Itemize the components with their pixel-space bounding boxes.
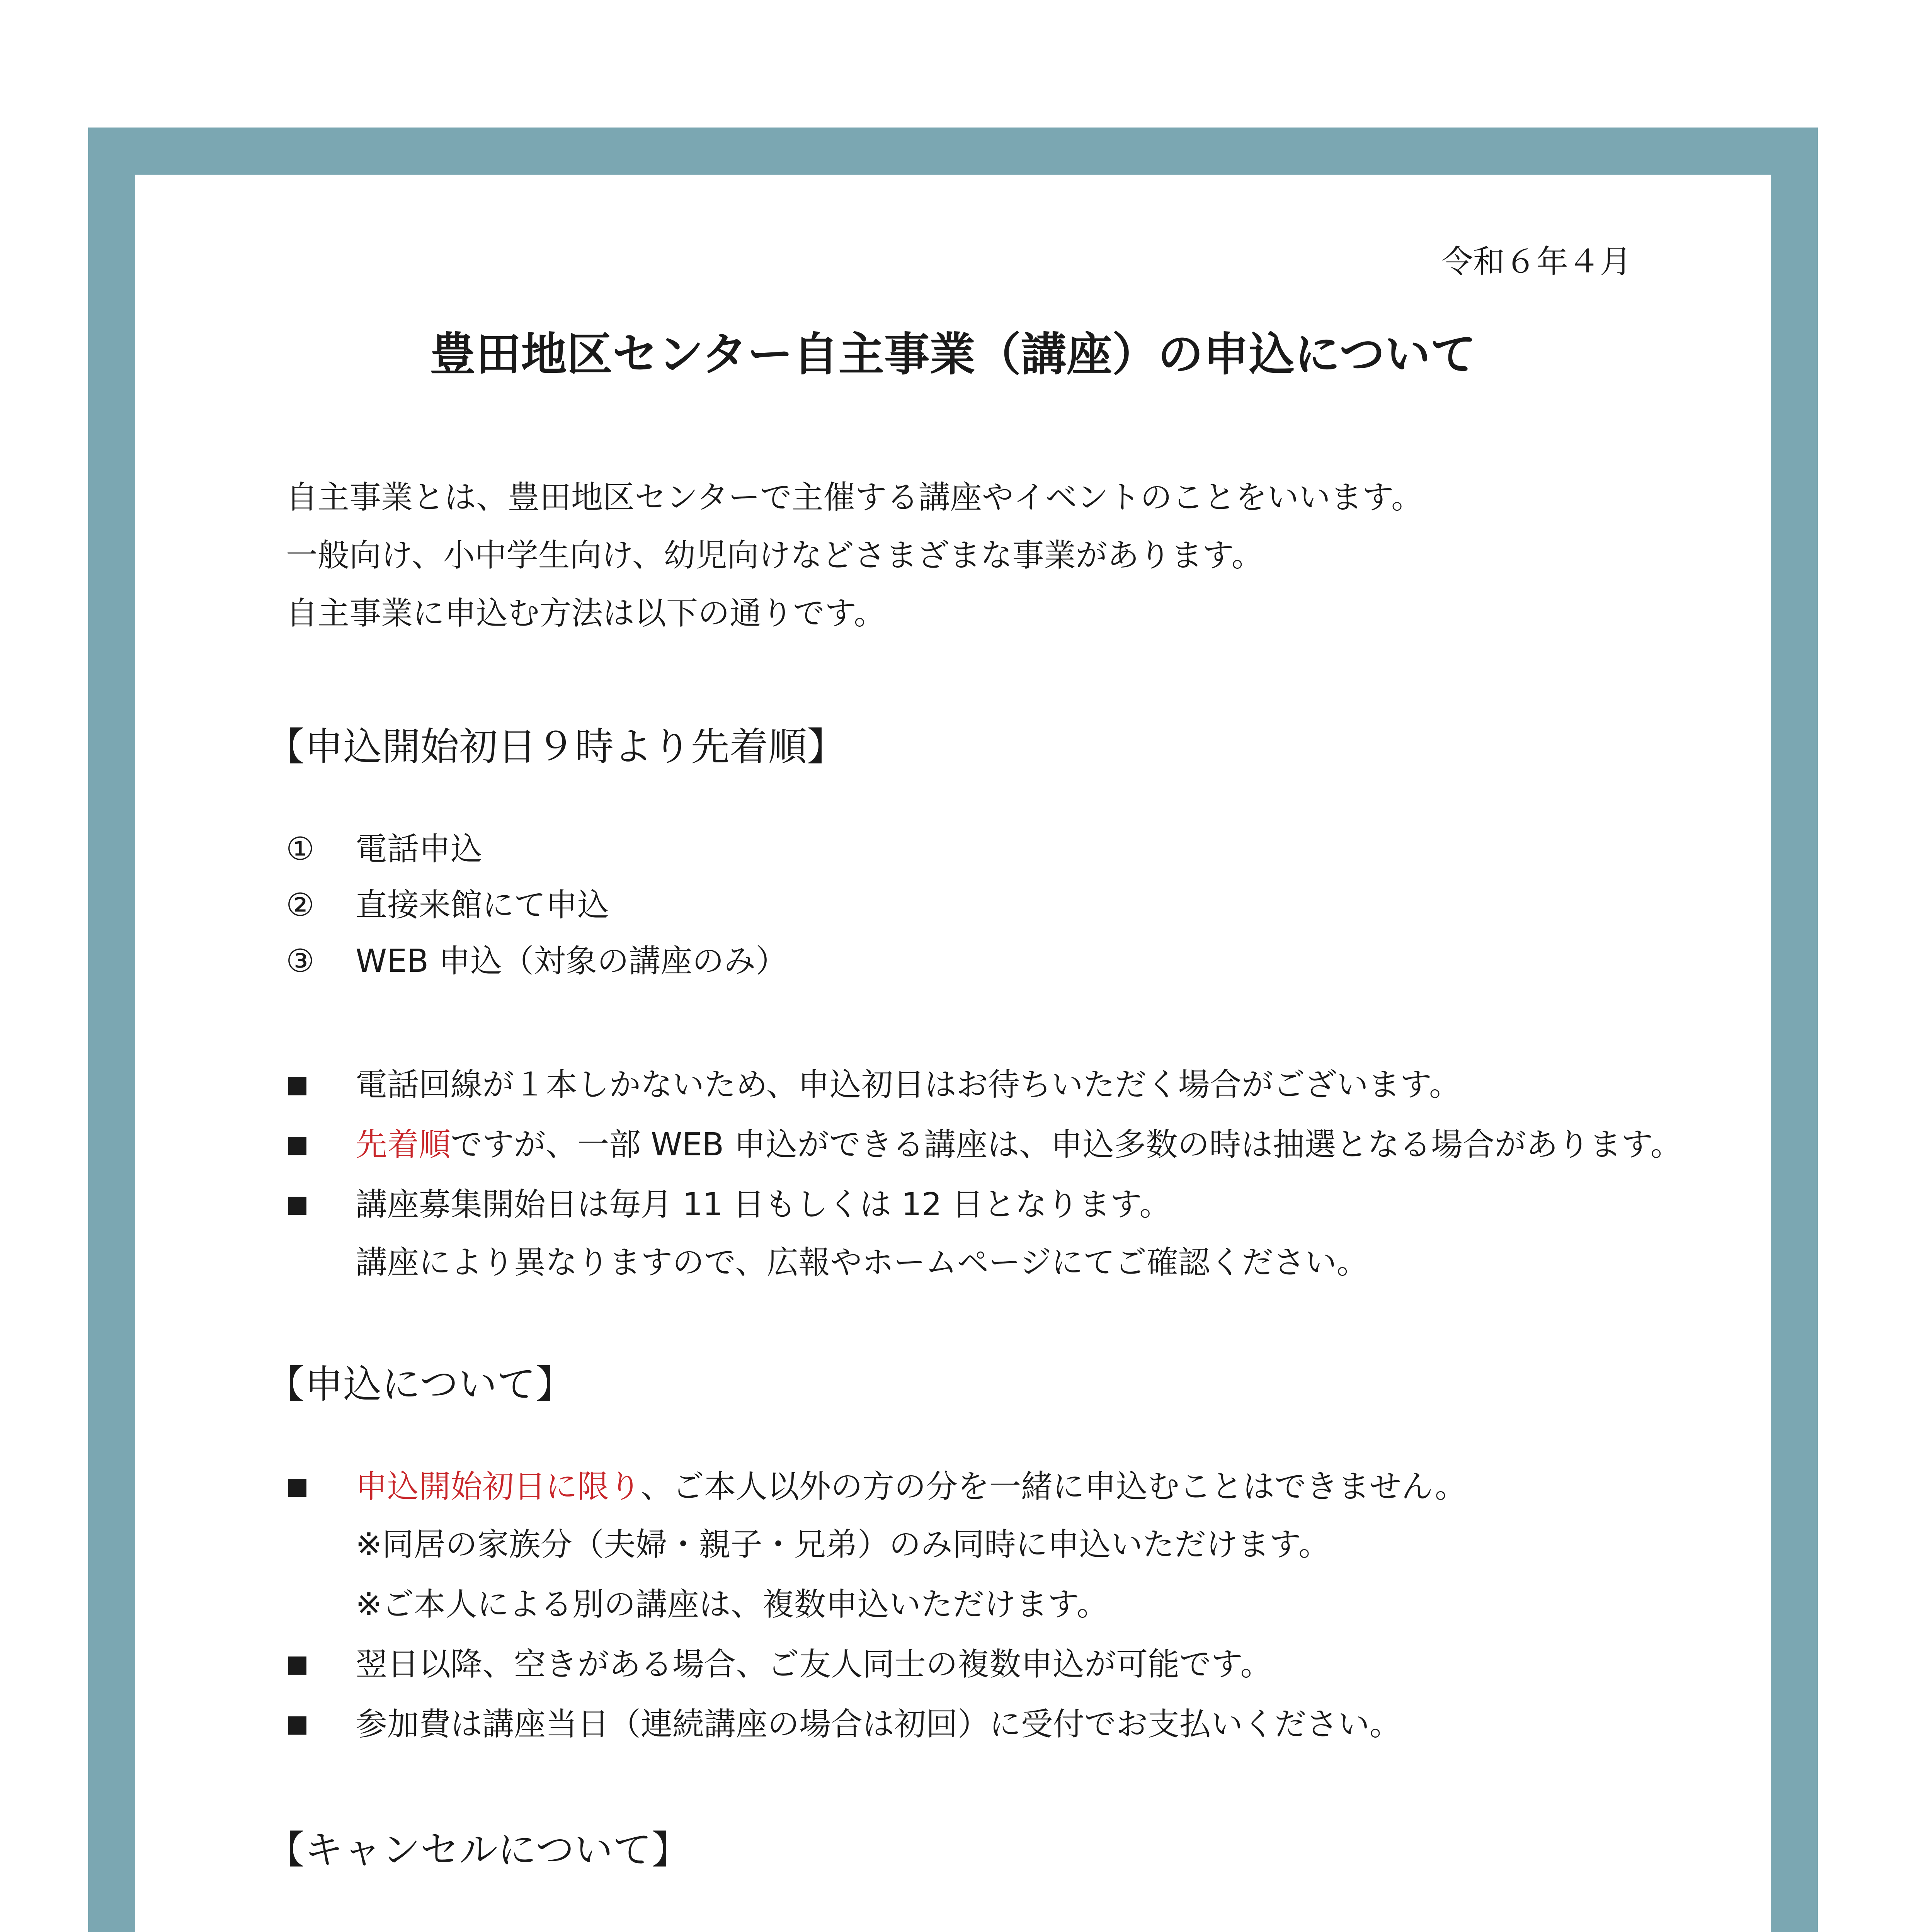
note-text: 参加費は講座当日（連続講座の場合は初回）に受付でお支払いください。 — [356, 1706, 1402, 1743]
method-number: ① — [286, 831, 315, 867]
square-bullet-icon: ■ — [286, 1472, 309, 1500]
note-item — [286, 1119, 1682, 1165]
method-number: ② — [286, 887, 315, 923]
note-item — [286, 1060, 1461, 1105]
square-bullet-icon: ■ — [286, 1190, 309, 1218]
intro-line-2: 一般向け、小中学生向け、幼児向けなどさまざまな事業があります。 — [286, 537, 1263, 574]
note-item — [286, 1179, 1171, 1225]
document-title: 豊田地区センター自主事業（講座）の申込について — [430, 328, 1476, 381]
note-continuation: ※ご本人による別の講座は、複数申込いただけます。 — [356, 1586, 1109, 1623]
intro-line-3: 自主事業に申込む方法は以下の通りです。 — [286, 595, 886, 632]
method-text: 電話申込 — [356, 831, 483, 867]
note-continuation: 講座により異なりますので、広報やホームページにてご確認ください。 — [356, 1244, 1368, 1281]
note-item — [286, 1699, 1401, 1744]
square-bullet-icon: ■ — [286, 1709, 309, 1738]
method-text: 直接来館にて申込 — [356, 887, 609, 923]
note-text: 翌日以降、空きがある場合、ご友人同士の複数申込が可能です。 — [356, 1646, 1272, 1683]
section-heading-cancellation: 【キャンセルについて】 — [266, 1827, 690, 1872]
square-bullet-icon: ■ — [286, 1130, 309, 1158]
page-frame — [88, 128, 1818, 1932]
section-heading-first-come: 【申込開始初日９時より先着順】 — [266, 724, 846, 769]
method-item — [286, 880, 609, 925]
square-bullet-icon: ■ — [286, 1650, 309, 1678]
intro-line-1: 自主事業とは、豊田地区センターで主催する講座やイベントのことをいいます。 — [286, 479, 1423, 516]
method-item — [286, 824, 482, 869]
section-heading-application: 【申込について】 — [266, 1362, 574, 1407]
note-continuation: ※同居の家族分（夫婦・親子・兄弟）のみ同時に申込いただけます。 — [356, 1526, 1331, 1563]
note-text: 、ご本人以外の方の分を一緒に申込むことはできません。 — [641, 1468, 1467, 1505]
method-item — [286, 936, 787, 981]
method-number: ③ — [286, 943, 315, 980]
note-item — [286, 1461, 1467, 1507]
note-item — [286, 1925, 1747, 1932]
note-text: 電話回線が１本しかないため、申込初日はお待ちいただく場合がございます。 — [356, 1066, 1461, 1103]
square-bullet-icon: ■ — [286, 1070, 309, 1098]
note-text: 講座募集開始日は毎月 11 日もしくは 12 日となります。 — [356, 1186, 1171, 1223]
note-item — [286, 1639, 1272, 1684]
note-emphasis: 申込開始初日に限り — [356, 1468, 641, 1505]
note-emphasis: 先着順 — [356, 1126, 451, 1163]
note-text: ですが、一部 WEB 申込ができる講座は、申込多数の時は抽選となる場合があります。 — [451, 1126, 1682, 1163]
document-date: 令和６年４月 — [1441, 243, 1632, 280]
method-text: WEB 申込（対象の講座のみ） — [356, 943, 788, 980]
